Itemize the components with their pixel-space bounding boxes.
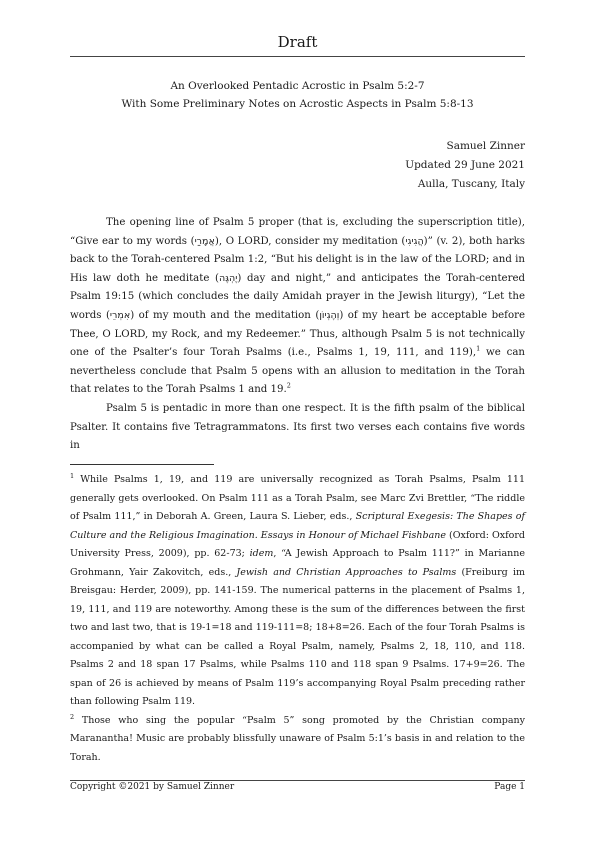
hebrew-word-3: יֶהְגֶּה [218,272,238,284]
footnote-2-number: 2 [70,712,75,721]
fn1-book-title-1: Scriptural Exegesis: The Shapes of Culture and the Religious Imagination. Essays in Honour of Michael Fishbane [70,511,525,541]
footnotes [70,471,525,767]
footnote-ref-2[interactable]: 2 [286,381,291,390]
fn1-idem: idem [249,548,274,559]
fn2-text: Those who sing the popular “Psalm 5” song promoted by the Christian company Maranantha! Music are probably blissfully unaware of Psalm 5:1’s basis in and relation to the Torah. [70,714,525,763]
title-line-2: With Some Preliminary Notes on Acrostic Aspects in Psalm 5:8-13 [121,98,474,110]
fn1-text-a: While Psalms 1, 19, and 119 are universally recognized as Torah Psalms, Psalm 111 generally gets overlooked. On Psalm 111 as a Torah Psalm, see Marc Zvi Brettler, “The riddle of Psalm 111,” in Deborah A. Green, Laura S. Lieber, eds., [70,474,525,522]
p1-text-2: ), O LORD, consider my meditation ( [214,235,406,247]
paragraph-1 [70,214,525,400]
footnote-divider [70,464,214,465]
hebrew-word-2: הֲגִיגִי [405,235,424,247]
footnote-2 [70,712,525,768]
updated-date: Updated 29 June 2021 [405,159,525,171]
p1-text-6: ) of my heart be acceptable before Thee, O LORD, my Rock, and my Redeemer.” Thus, although Psalm 5 is not technically one of the Psalter’s four Torah Psalms (i.e., Psalms 1, 19, 111, and 119), [70,309,525,359]
page-header: Draft [277,33,318,51]
body-text [70,214,525,456]
footer-page-number: Page 1 [494,782,525,792]
p1-text-5: ) of my mouth and the meditation ( [130,309,320,321]
footnote-1-number: 1 [70,471,75,480]
p1-text-1: The opening line of Psalm 5 proper (that is, excluding the superscription title), “Give ear to my words ( [70,217,525,247]
footnote-ref-1[interactable]: 1 [476,344,481,353]
fn1-text-e: , “A Jewish Approach to Psalm 111?” in Marianne Grohmann, Yair Zakovitch, eds., [70,548,525,578]
location: Aulla, Tuscany, Italy [417,178,525,190]
hebrew-word-5: וְהֶגְיוֹן [319,309,340,321]
header-divider [70,56,525,57]
title-line-1: An Overlooked Pentadic Acrostic in Psalm 5:2-7 [170,80,425,92]
author-name: Samuel Zinner [446,140,525,152]
fn1-book-title-2: Jewish and Christian Approaches to Psalms [236,566,457,578]
p1-text-4: ) day and night,” and anticipates the Torah-centered Psalm 19:15 (which concludes the daily Amidah prayer in the Jewish liturgy), “Let the words ( [70,272,525,321]
hebrew-word-4: אִמְרֵי [109,309,131,321]
fn1-text-c: (Oxford: Oxford University Press, 2009), pp. 62-73; [70,529,525,559]
p1-text-7: we can nevertheless conclude that Psalm 5 opens with an allusion to meditation in the Torah that relates to the Torah Psalms 1 and 19. [70,347,525,396]
footer-copyright: Copyright ©2021 by Samuel Zinner [70,782,235,792]
footer-divider [70,780,525,781]
fn1-text-g: (Freiburg im Breisgau: Herder, 2009), pp. 141-159. The numerical patterns in the placement of Psalms 1, 19, 111, and 119 are noteworthy. Among these is the sum of the differences between the first two and last two, that is 19-1=18 and 119-111=8; 18+8=26. Each of the four Torah Psalms is accompanied by what can be called a Royal Psalm, namely, Psalms 2, 18, 110, and 118. Psalms 2 and 18 span 17 Psalms, while Psalms 110 and 118 span 9 Psalms. 17+9=26. The span of 26 is achieved by means of Psalm 119’s accompanying Royal Psalm preceding rather than following Psalm 119. [70,566,525,707]
hebrew-word-1: אֲמָרַי [194,235,215,247]
footnote-1 [70,471,525,712]
p1-text-3: )” (v. 2), both harks back to the Torah-centered Psalm 1:2, “But his delight is in the law of the LORD; and in His law doth he meditate ( [70,235,525,284]
paragraph-2: Psalm 5 is pentadic in more than one respect. It is the fifth psalm of the biblical Psalter. It contains five Tetragrammatons. Its first two verses each contains five words in [70,402,525,452]
